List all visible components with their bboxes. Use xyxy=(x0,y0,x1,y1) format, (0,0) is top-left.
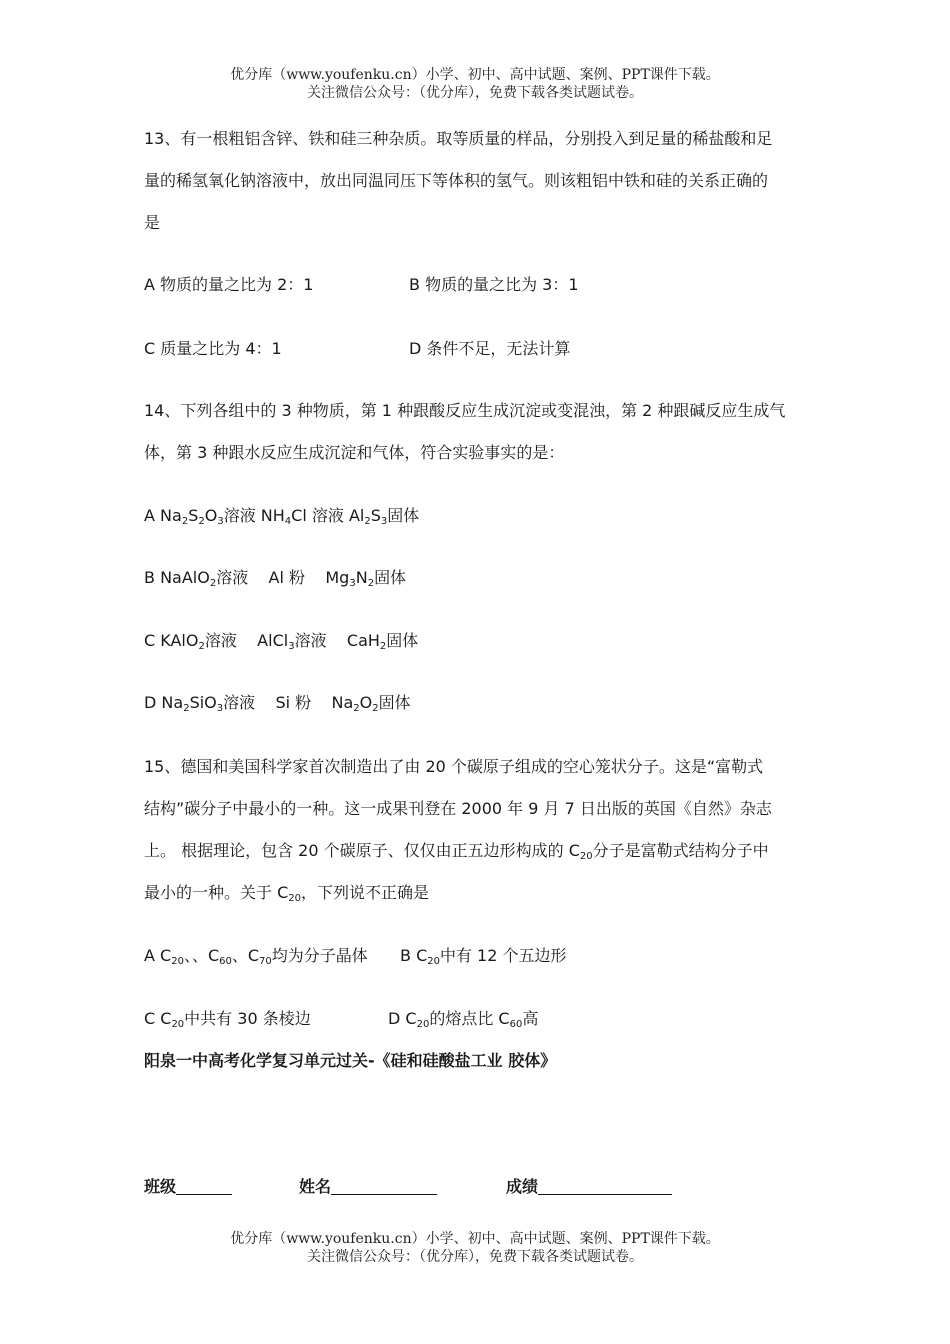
page-header xyxy=(0,66,950,102)
name-field: 姓名 xyxy=(299,1176,437,1198)
q14-option-b: B NaAlO$_2$溶液 Al 粉 $Mg_3N_2$固体 xyxy=(144,568,407,589)
q15-option-c: C $C_{20}$中共有 30 条棱边 xyxy=(144,1009,311,1030)
header-line-2: 关注微信公众号：（优分库），免费下载各类试题试卷。 xyxy=(307,85,643,101)
q13-line-2: 量的稀氢氧化钠溶液中，放出同温同压下等体积的氢气。则该粗铝中铁和硅的关系正确的 xyxy=(144,171,769,190)
footer-line-2: 关注微信公众号：（优分库），免费下载各类试题试卷。 xyxy=(307,1249,643,1265)
q13-option-c: C 质量之比为 4：1 xyxy=(144,339,282,358)
score-field: 成绩 xyxy=(506,1176,672,1198)
class-blank[interactable] xyxy=(176,1178,232,1195)
q13-option-a: A 物质的量之比为 2：1 xyxy=(144,275,314,294)
header-line-1: 优分库（www.youfenku.cn）小学、初中、高中试题、案例、PPT课件下载。 xyxy=(230,67,720,83)
q13-line-3: 是 xyxy=(144,213,161,232)
class-field: 班级 xyxy=(144,1176,232,1198)
q13-option-b: B 物质的量之比为 3：1 xyxy=(409,275,579,294)
footer-line-1: 优分库（www.youfenku.cn）小学、初中、高中试题、案例、PPT课件下载。 xyxy=(230,1231,720,1247)
q15-line-3: 上。 根据理论，包含 20 个碳原子、仅仅由正五边形构成的 $C_{20}$分子是富勒式结构分子中 xyxy=(144,841,769,862)
q14-line-2: 体，第 3 种跟水反应生成沉淀和气体，符合实验事实的是： xyxy=(144,443,565,462)
q15-option-d: D $C_{20}$的熔点比 $C_{60}$高 xyxy=(388,1009,539,1030)
q13-option-d: D 条件不足，无法计算 xyxy=(409,339,571,358)
q14-line-1: 14、下列各组中的 3 种物质，第 1 种跟酸反应生成沉淀或变混浊，第 2 种跟碱反应生成气 xyxy=(144,401,786,420)
q13-line-1: 13、有一根粗铝含锌、铁和硅三种杂质。取等质量的样品，分别投入到足量的稀盐酸和足 xyxy=(144,129,773,148)
q15-option-a: A $C_{20}$、、$C_{60}$、$C_{70}$均为分子晶体 xyxy=(144,946,368,967)
q15-option-b: B $C_{20}$中有 12 个五边形 xyxy=(400,946,567,967)
q15-line-1: 15、德国和美国科学家首次制造出了由 20 个碳原子组成的空心笼状分子。这是“富勒式 xyxy=(144,757,764,776)
score-blank[interactable] xyxy=(538,1178,672,1195)
q15-line-2: 结构”碳分子中最小的一种。这一成果刊登在 2000 年 9 月 7 日出版的英国《自然》杂志 xyxy=(144,799,772,818)
page-footer xyxy=(0,1230,950,1266)
q14-option-c: C KAlO$_2$溶液 AlCl$_3$溶液 CaH$_2$固体 xyxy=(144,631,419,652)
q15-line-4: 最小的一种。关于 $C_{20}$，下列说不正确是 xyxy=(144,883,430,904)
q14-option-d: D $Na_2SiO_3$溶液 Si 粉 $Na_2O_2$固体 xyxy=(144,693,411,714)
name-blank[interactable] xyxy=(331,1178,437,1195)
q14-option-a: A $Na_2S_2O_3$溶液 $NH_4Cl$ 溶液 $Al_2S_3$固体 xyxy=(144,506,420,527)
section-title: 阳泉一中高考化学复习单元过关-《硅和硅酸盐工业 胶体》 xyxy=(144,1051,557,1070)
